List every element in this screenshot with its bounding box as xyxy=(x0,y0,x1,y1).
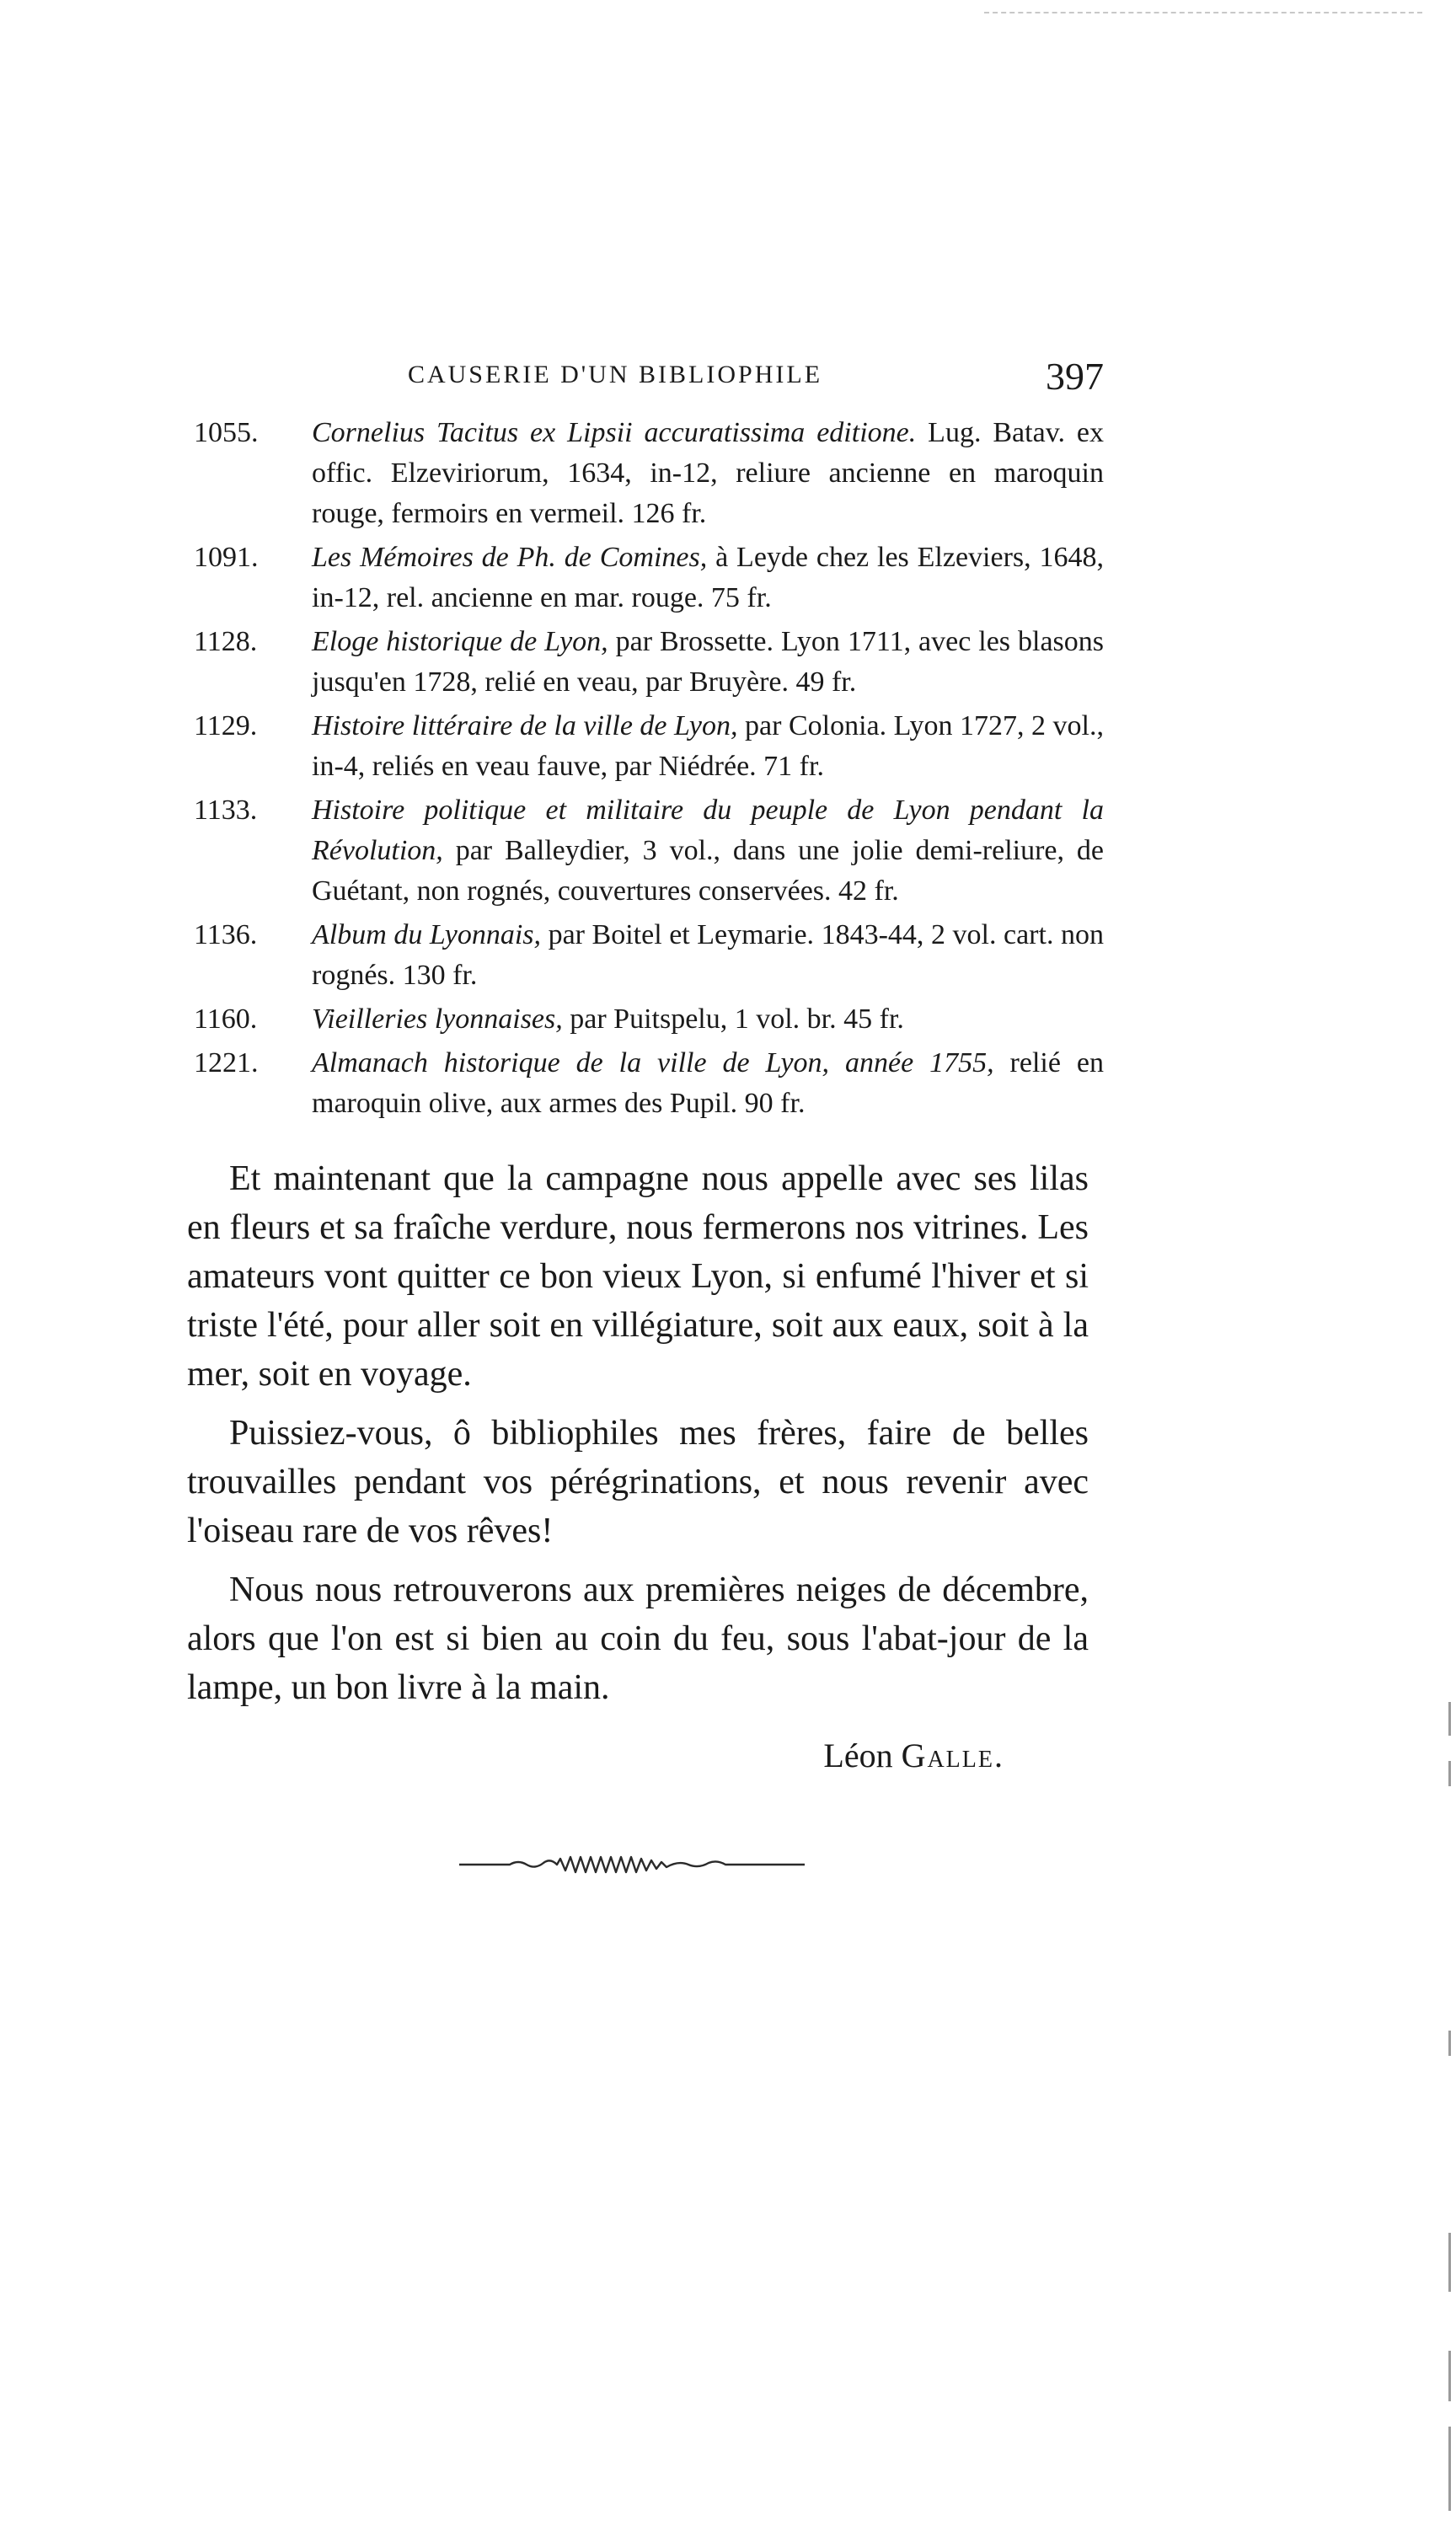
catalogue-entries xyxy=(194,413,1104,1127)
ornament-divider-icon xyxy=(459,1852,805,1877)
catalogue-entry xyxy=(194,538,1104,618)
entry-number: 1160. xyxy=(194,1003,258,1035)
page-header xyxy=(194,354,1104,404)
catalogue-entry xyxy=(194,790,1104,912)
scan-artifact-top xyxy=(984,12,1422,15)
entry-number: 1129. xyxy=(194,710,258,741)
scan-artifact-edge xyxy=(1448,1761,1451,1786)
entry-number: 1091. xyxy=(194,542,259,573)
author-signature xyxy=(187,1736,1004,1775)
entry-title: Eloge historique de Lyon, xyxy=(312,626,608,657)
entry-details: par Brossette. Lyon 1711, avec les blasons jusqu'en 1728, relié en veau, par Bruyère. 49 fr. xyxy=(312,626,1104,698)
catalogue-entry xyxy=(194,706,1104,787)
entry-details: par Boitel et Leymarie. 1843-44, 2 vol. cart. non rognés. 130 fr. xyxy=(312,919,1104,991)
entry-title: Vieilleries lyonnaises, xyxy=(312,1003,563,1035)
entry-number: 1128. xyxy=(194,626,258,657)
signature-first-name: Léon xyxy=(823,1737,893,1774)
entry-number: 1136. xyxy=(194,919,258,950)
entry-details: Lug. Batav. ex offic. Elzeviriorum, 1634, in-12, reliure ancienne en maroquin rouge, fermoirs en vermeil. 126 fr. xyxy=(312,417,1105,529)
entry-title: Almanach historique de la ville de Lyon, année 1755, xyxy=(312,1047,994,1078)
signature-surname: Galle. xyxy=(901,1737,1004,1774)
entry-number: 1221. xyxy=(194,1047,259,1078)
catalogue-entry xyxy=(194,915,1104,996)
catalogue-entry xyxy=(194,1043,1104,1124)
scan-artifact-edge xyxy=(1448,1702,1451,1736)
paragraph: Nous nous retrouverons aux premières neiges de décembre, alors que l'on est si bien au coin du feu, sous l'abat-jour de la lampe, un bon livre à la main. xyxy=(187,1571,1089,1707)
entry-details: relié en maroquin olive, aux armes des Pupil. 90 fr. xyxy=(312,1047,1104,1119)
closing-text xyxy=(187,1154,1089,1722)
paragraph: Puissiez-vous, ô bibliophiles mes frères, faire de belles trouvailles pendant vos pérégrinations, et nous revenir avec l'oiseau rare de vos rêves! xyxy=(187,1414,1089,1550)
catalogue-entry xyxy=(194,622,1104,703)
scan-artifact-edge xyxy=(1448,2427,1451,2511)
catalogue-entry xyxy=(194,413,1104,534)
running-title: CAUSERIE D'UN BIBLIOPHILE xyxy=(407,361,823,388)
entry-title: Album du Lyonnais, xyxy=(312,919,542,950)
entry-title: Histoire politique et militaire du peuple de Lyon pendant la Révolution, xyxy=(312,795,1104,866)
entry-title: Cornelius Tacitus ex Lipsii accuratissima editione. xyxy=(312,417,917,448)
paragraph: Et maintenant que la campagne nous appelle avec ses lilas en fleurs et sa fraîche verdure, nous fermerons nos vitrines. Les amateurs vont quitter ce bon vieux Lyon, si enfumé l'hiver et si triste l'été, pour aller soit en villégiature, soit aux eaux, soit à la mer, soit en voyage. xyxy=(187,1159,1089,1394)
entry-details: à Leyde chez les Elzeviers, 1648, in-12, rel. ancienne en mar. rouge. 75 fr. xyxy=(312,542,1105,613)
catalogue-entry xyxy=(194,999,1104,1040)
scan-artifact-edge xyxy=(1448,2031,1451,2056)
entry-title: Histoire littéraire de la ville de Lyon, xyxy=(312,710,738,741)
entry-title: Les Mémoires de Ph. de Comines, xyxy=(312,542,708,573)
scan-artifact-edge xyxy=(1448,2233,1451,2292)
entry-number: 1055. xyxy=(194,417,259,448)
entry-details: par Balleydier, 3 vol., dans une jolie demi-reliure, de Guétant, non rognés, couvertures conservées. 42 fr. xyxy=(312,835,1104,907)
entry-details: par Puitspelu, 1 vol. br. 45 fr. xyxy=(562,1003,904,1035)
page-number: 397 xyxy=(1046,355,1104,398)
scan-artifact-edge xyxy=(1448,2351,1451,2401)
entry-details: par Colonia. Lyon 1727, 2 vol., in-4, reliés en veau fauve, par Niédrée. 71 fr. xyxy=(312,710,1104,782)
entry-number: 1133. xyxy=(194,795,258,826)
